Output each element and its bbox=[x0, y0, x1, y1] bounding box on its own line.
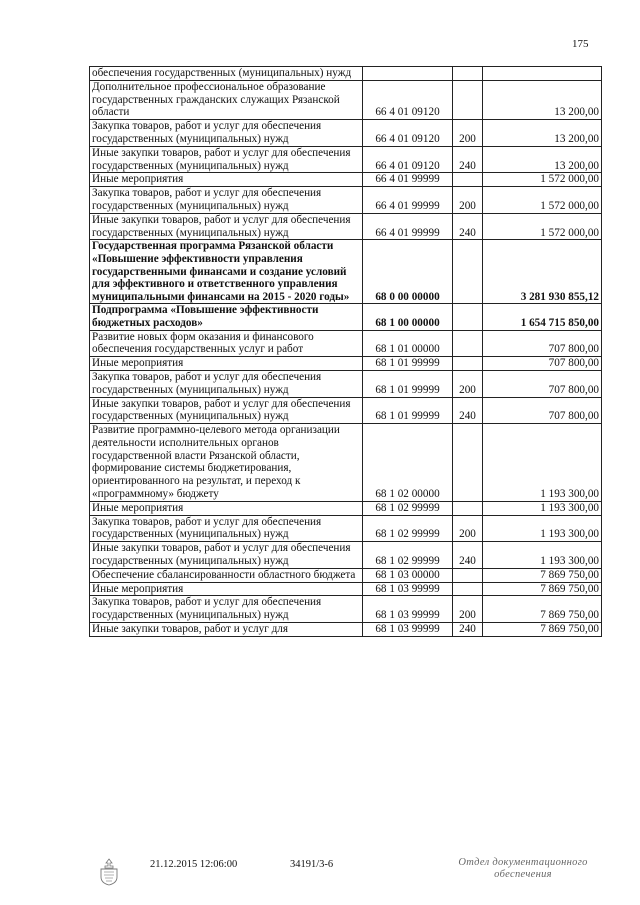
amount-cell: 707 800,00 bbox=[483, 357, 602, 371]
target-code-cell: 68 1 02 99999 bbox=[363, 501, 453, 515]
footer-date: 21.12.2015 12:06:00 bbox=[150, 859, 238, 870]
table-row bbox=[90, 146, 602, 173]
table-row bbox=[90, 213, 602, 240]
page-number: 175 bbox=[572, 38, 589, 50]
target-code-cell: 66 4 01 09120 bbox=[363, 120, 453, 147]
coat-of-arms-icon bbox=[97, 857, 121, 887]
expense-type-cell bbox=[453, 67, 483, 81]
expense-type-cell: 200 bbox=[453, 120, 483, 147]
amount-cell: 1 572 000,00 bbox=[483, 213, 602, 240]
expense-type-cell: 240 bbox=[453, 213, 483, 240]
amount-cell: 7 869 750,00 bbox=[483, 582, 602, 596]
item-name-cell: Закупка товаров, работ и услуг для обеспечения государственных (муниципальных) нужд bbox=[90, 370, 363, 397]
target-code-cell bbox=[363, 67, 453, 81]
expense-type-cell: 240 bbox=[453, 146, 483, 173]
target-code-cell: 68 1 03 99999 bbox=[363, 623, 453, 637]
target-code-cell: 66 4 01 99999 bbox=[363, 173, 453, 187]
amount-cell: 13 200,00 bbox=[483, 120, 602, 147]
target-code-cell: 66 4 01 99999 bbox=[363, 187, 453, 214]
table-row bbox=[90, 515, 602, 542]
amount-cell: 1 193 300,00 bbox=[483, 542, 602, 569]
table-row bbox=[90, 304, 602, 330]
target-code-cell: 68 0 00 00000 bbox=[363, 240, 453, 304]
amount-cell: 1 193 300,00 bbox=[483, 515, 602, 542]
department-stamp bbox=[448, 857, 598, 881]
table-row bbox=[90, 501, 602, 515]
footer bbox=[0, 855, 640, 905]
expense-type-cell bbox=[453, 424, 483, 502]
expense-type-cell: 240 bbox=[453, 623, 483, 637]
expense-type-cell bbox=[453, 80, 483, 119]
amount-cell: 1 572 000,00 bbox=[483, 187, 602, 214]
expense-type-cell: 200 bbox=[453, 515, 483, 542]
amount-cell: 7 869 750,00 bbox=[483, 568, 602, 582]
target-code-cell: 66 4 01 09120 bbox=[363, 146, 453, 173]
target-code-cell: 68 1 02 99999 bbox=[363, 542, 453, 569]
item-name-cell: обеспечения государственных (муниципальных) нужд bbox=[90, 67, 363, 81]
expense-type-cell bbox=[453, 501, 483, 515]
budget-table-body bbox=[90, 67, 602, 637]
item-name-cell: Закупка товаров, работ и услуг для обеспечения государственных (муниципальных) нужд bbox=[90, 515, 363, 542]
item-name-cell: Государственная программа Рязанской области «Повышение эффективности управления государственными финансами и создание условий для эффективного и ответственного управления муниципальными финансами на 2015 - 2020 годы» bbox=[90, 240, 363, 304]
target-code-cell: 66 4 01 09120 bbox=[363, 80, 453, 119]
target-code-cell: 68 1 02 00000 bbox=[363, 424, 453, 502]
item-name-cell: Дополнительное профессиональное образование государственных гражданских служащих Рязанской области bbox=[90, 80, 363, 119]
item-name-cell: Развитие новых форм оказания и финансового обеспечения государственных услуг и работ bbox=[90, 330, 363, 357]
amount-cell: 1 193 300,00 bbox=[483, 501, 602, 515]
table-row bbox=[90, 80, 602, 119]
item-name-cell: Иные закупки товаров, работ и услуг для обеспечения государственных (муниципальных) нужд bbox=[90, 397, 363, 424]
item-name-cell: Иные мероприятия bbox=[90, 173, 363, 187]
expense-type-cell bbox=[453, 240, 483, 304]
amount-cell: 7 869 750,00 bbox=[483, 623, 602, 637]
expense-type-cell bbox=[453, 173, 483, 187]
amount-cell: 1 654 715 850,00 bbox=[483, 304, 602, 330]
item-name-cell: Иные мероприятия bbox=[90, 357, 363, 371]
target-code-cell: 66 4 01 99999 bbox=[363, 213, 453, 240]
amount-cell: 13 200,00 bbox=[483, 146, 602, 173]
item-name-cell: Подпрограмма «Повышение эффективности бюджетных расходов» bbox=[90, 304, 363, 330]
table-row bbox=[90, 173, 602, 187]
expense-type-cell: 200 bbox=[453, 187, 483, 214]
table-row bbox=[90, 120, 602, 147]
expense-type-cell bbox=[453, 568, 483, 582]
item-name-cell: Иные закупки товаров, работ и услуг для bbox=[90, 623, 363, 637]
table-row bbox=[90, 370, 602, 397]
stamp-line-1: Отдел документационного bbox=[458, 857, 588, 868]
expense-type-cell bbox=[453, 582, 483, 596]
table-row bbox=[90, 596, 602, 623]
item-name-cell: Иные закупки товаров, работ и услуг для обеспечения государственных (муниципальных) нужд bbox=[90, 213, 363, 240]
table-row bbox=[90, 187, 602, 214]
target-code-cell: 68 1 01 00000 bbox=[363, 330, 453, 357]
footer-doc-number: 34191/3-6 bbox=[290, 859, 334, 870]
budget-table bbox=[89, 66, 602, 637]
item-name-cell: Развитие программно-целевого метода организации деятельности исполнительных органов государственной власти Рязанской области, формирование системы бюджетирования, ориентированного на результат, и переход к «программному» бюджету bbox=[90, 424, 363, 502]
expense-type-cell bbox=[453, 330, 483, 357]
item-name-cell: Закупка товаров, работ и услуг для обеспечения государственных (муниципальных) нужд bbox=[90, 187, 363, 214]
amount-cell: 1 572 000,00 bbox=[483, 173, 602, 187]
expense-type-cell: 240 bbox=[453, 542, 483, 569]
amount-cell: 13 200,00 bbox=[483, 80, 602, 119]
table-row bbox=[90, 357, 602, 371]
expense-type-cell bbox=[453, 304, 483, 330]
target-code-cell: 68 1 01 99999 bbox=[363, 370, 453, 397]
stamp-line-2: обеспечения bbox=[494, 869, 552, 880]
target-code-cell: 68 1 03 00000 bbox=[363, 568, 453, 582]
amount-cell: 3 281 930 855,12 bbox=[483, 240, 602, 304]
expense-type-cell: 240 bbox=[453, 397, 483, 424]
table-row bbox=[90, 542, 602, 569]
target-code-cell: 68 1 03 99999 bbox=[363, 582, 453, 596]
target-code-cell: 68 1 02 99999 bbox=[363, 515, 453, 542]
target-code-cell: 68 1 01 99999 bbox=[363, 397, 453, 424]
table-row bbox=[90, 397, 602, 424]
item-name-cell: Закупка товаров, работ и услуг для обеспечения государственных (муниципальных) нужд bbox=[90, 120, 363, 147]
item-name-cell: Иные закупки товаров, работ и услуг для обеспечения государственных (муниципальных) нужд bbox=[90, 146, 363, 173]
expense-type-cell: 200 bbox=[453, 596, 483, 623]
target-code-cell: 68 1 01 99999 bbox=[363, 357, 453, 371]
amount-cell: 1 193 300,00 bbox=[483, 424, 602, 502]
table-row bbox=[90, 67, 602, 81]
item-name-cell: Обеспечение сбалансированности областного бюджета bbox=[90, 568, 363, 582]
target-code-cell: 68 1 00 00000 bbox=[363, 304, 453, 330]
amount-cell bbox=[483, 67, 602, 81]
amount-cell: 707 800,00 bbox=[483, 330, 602, 357]
item-name-cell: Иные мероприятия bbox=[90, 501, 363, 515]
amount-cell: 7 869 750,00 bbox=[483, 596, 602, 623]
item-name-cell: Иные закупки товаров, работ и услуг для обеспечения государственных (муниципальных) нужд bbox=[90, 542, 363, 569]
item-name-cell: Иные мероприятия bbox=[90, 582, 363, 596]
target-code-cell: 68 1 03 99999 bbox=[363, 596, 453, 623]
amount-cell: 707 800,00 bbox=[483, 397, 602, 424]
expense-type-cell bbox=[453, 357, 483, 371]
table-row bbox=[90, 623, 602, 637]
table-row bbox=[90, 330, 602, 357]
table-row bbox=[90, 424, 602, 502]
table-row bbox=[90, 240, 602, 304]
table-row bbox=[90, 582, 602, 596]
amount-cell: 707 800,00 bbox=[483, 370, 602, 397]
table-row bbox=[90, 568, 602, 582]
item-name-cell: Закупка товаров, работ и услуг для обеспечения государственных (муниципальных) нужд bbox=[90, 596, 363, 623]
expense-type-cell: 200 bbox=[453, 370, 483, 397]
